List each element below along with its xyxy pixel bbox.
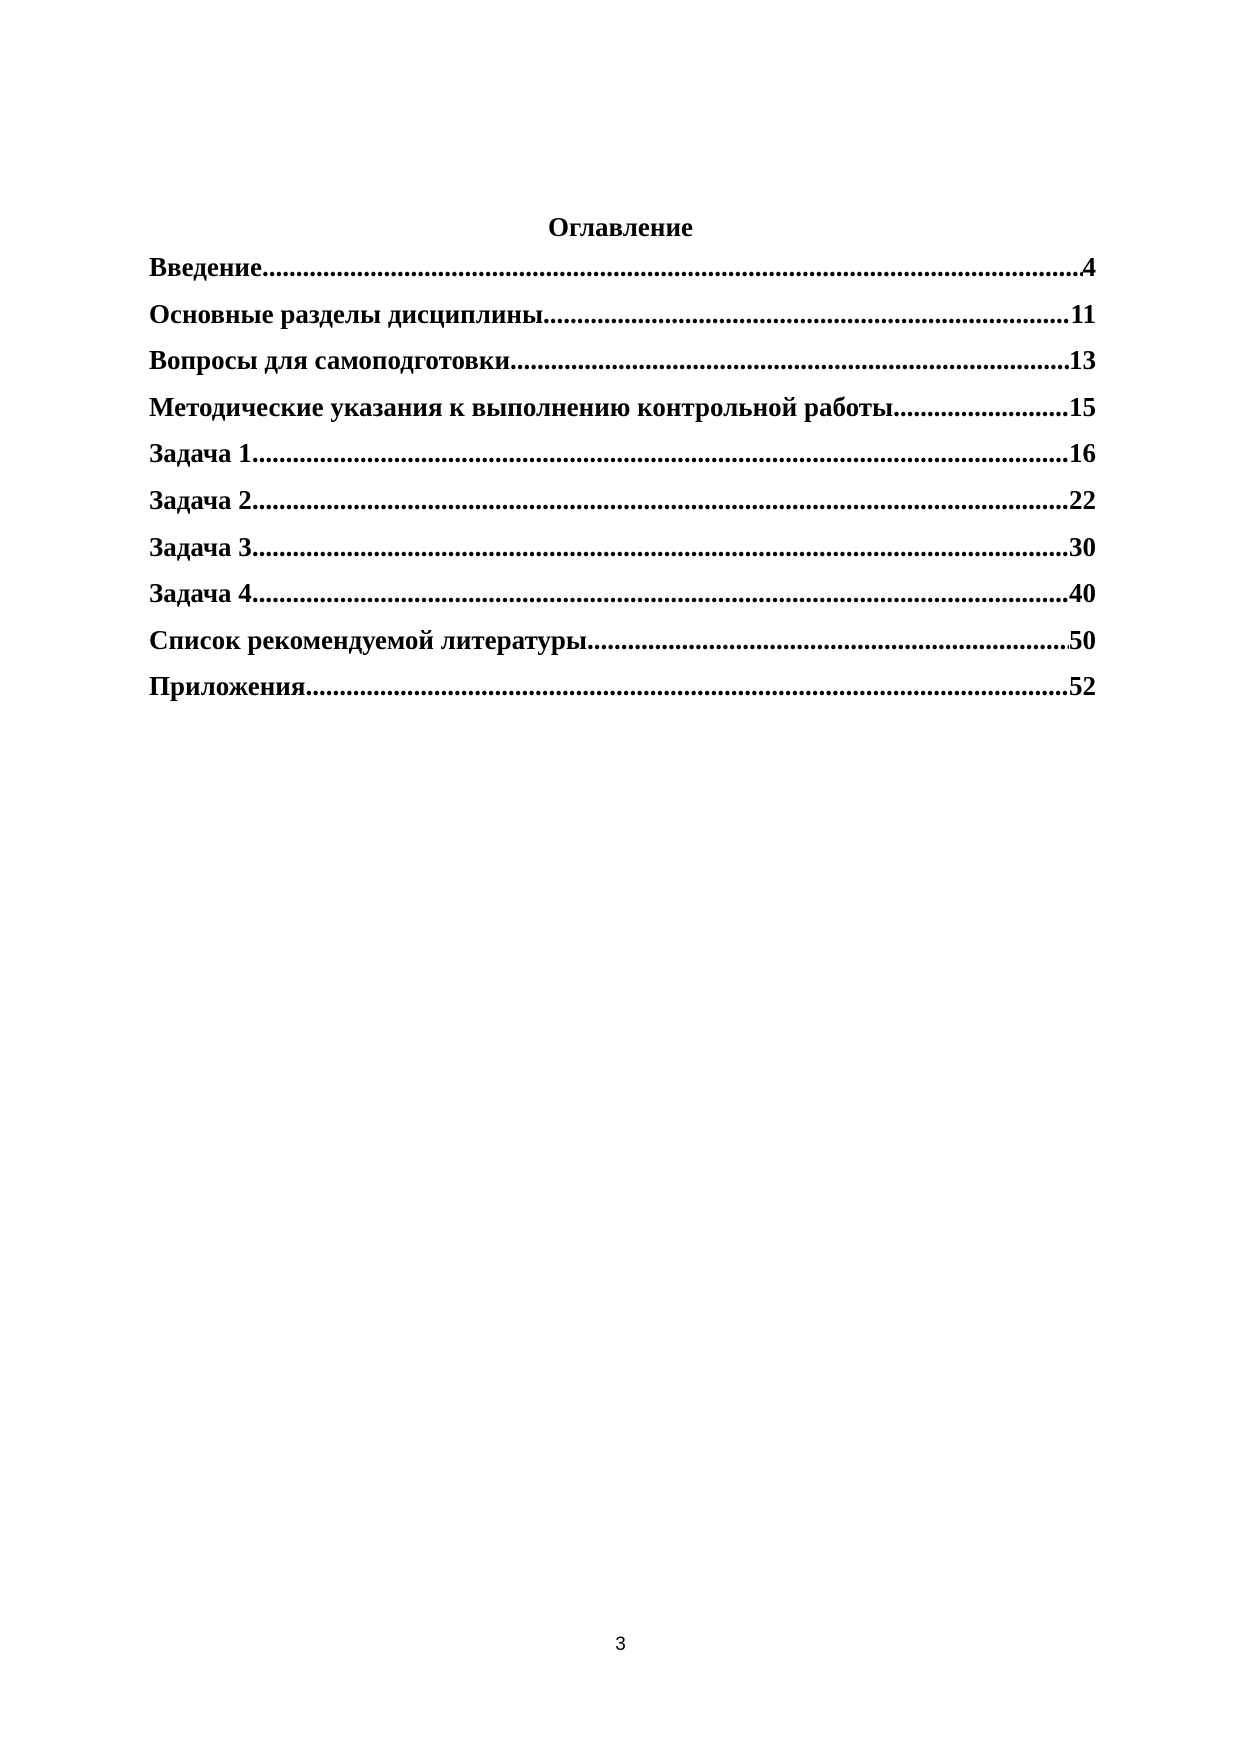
toc-entry-page: 16 [1069,438,1096,469]
page-number: 3 [615,1634,626,1655]
toc-entry-page: 40 [1069,578,1096,609]
toc-entry-self-study-questions[interactable] [149,337,1096,384]
toc-entry-page: 30 [1069,531,1096,562]
toc-dot-leader [252,570,1069,617]
toc-entry-page: 13 [1069,345,1096,376]
toc-entry-page: 4 [1082,252,1096,282]
toc-dot-leader [305,663,1069,710]
toc-entry-label: Основные разделы дисциплины [149,298,544,329]
toc-entry-task-2[interactable] [149,477,1096,524]
toc-dot-leader [510,337,1069,384]
toc-entry-page: 11 [1070,298,1096,329]
toc-dot-leader [262,244,1083,291]
toc-dot-leader [252,524,1069,571]
toc-title: Оглавление [548,212,693,242]
toc-entry-label: Задача 1 [149,438,252,469]
toc-entry-label: Задача 2 [149,484,252,515]
toc-entry-page: 50 [1069,624,1096,655]
toc-entry-label: Задача 4 [149,578,252,609]
toc-entry-task-3[interactable] [149,524,1096,571]
toc-entry-task-1[interactable] [149,430,1096,477]
toc-dot-leader [893,384,1069,431]
toc-dot-leader [252,477,1069,524]
toc-dot-leader [543,291,1070,338]
toc-entry-label: Список рекомендуемой литературы [149,624,587,655]
toc-entry-page: 52 [1069,671,1096,702]
toc-entry-label: Методические указания к выполнению контрольной работы [149,391,894,422]
toc-entry-label: Приложения [149,671,306,702]
toc-entry-label: Вопросы для самоподготовки [149,345,511,376]
toc-entry-methodical-guidelines[interactable] [149,384,1096,431]
toc-dot-leader [587,617,1069,664]
toc-entry-label: Введение [149,252,262,282]
toc-entry-references[interactable] [149,617,1096,664]
toc-entry-task-4[interactable] [149,570,1096,617]
toc-entry-page: 22 [1069,484,1096,515]
toc-entry-label: Задача 3 [149,531,252,562]
toc-entry-page: 15 [1069,391,1096,422]
toc-entry-appendices[interactable] [149,663,1096,710]
toc-entry-introduction[interactable] [149,244,1096,291]
table-of-contents [149,244,1096,710]
toc-dot-leader [252,430,1069,477]
toc-entry-main-sections[interactable] [149,291,1096,338]
